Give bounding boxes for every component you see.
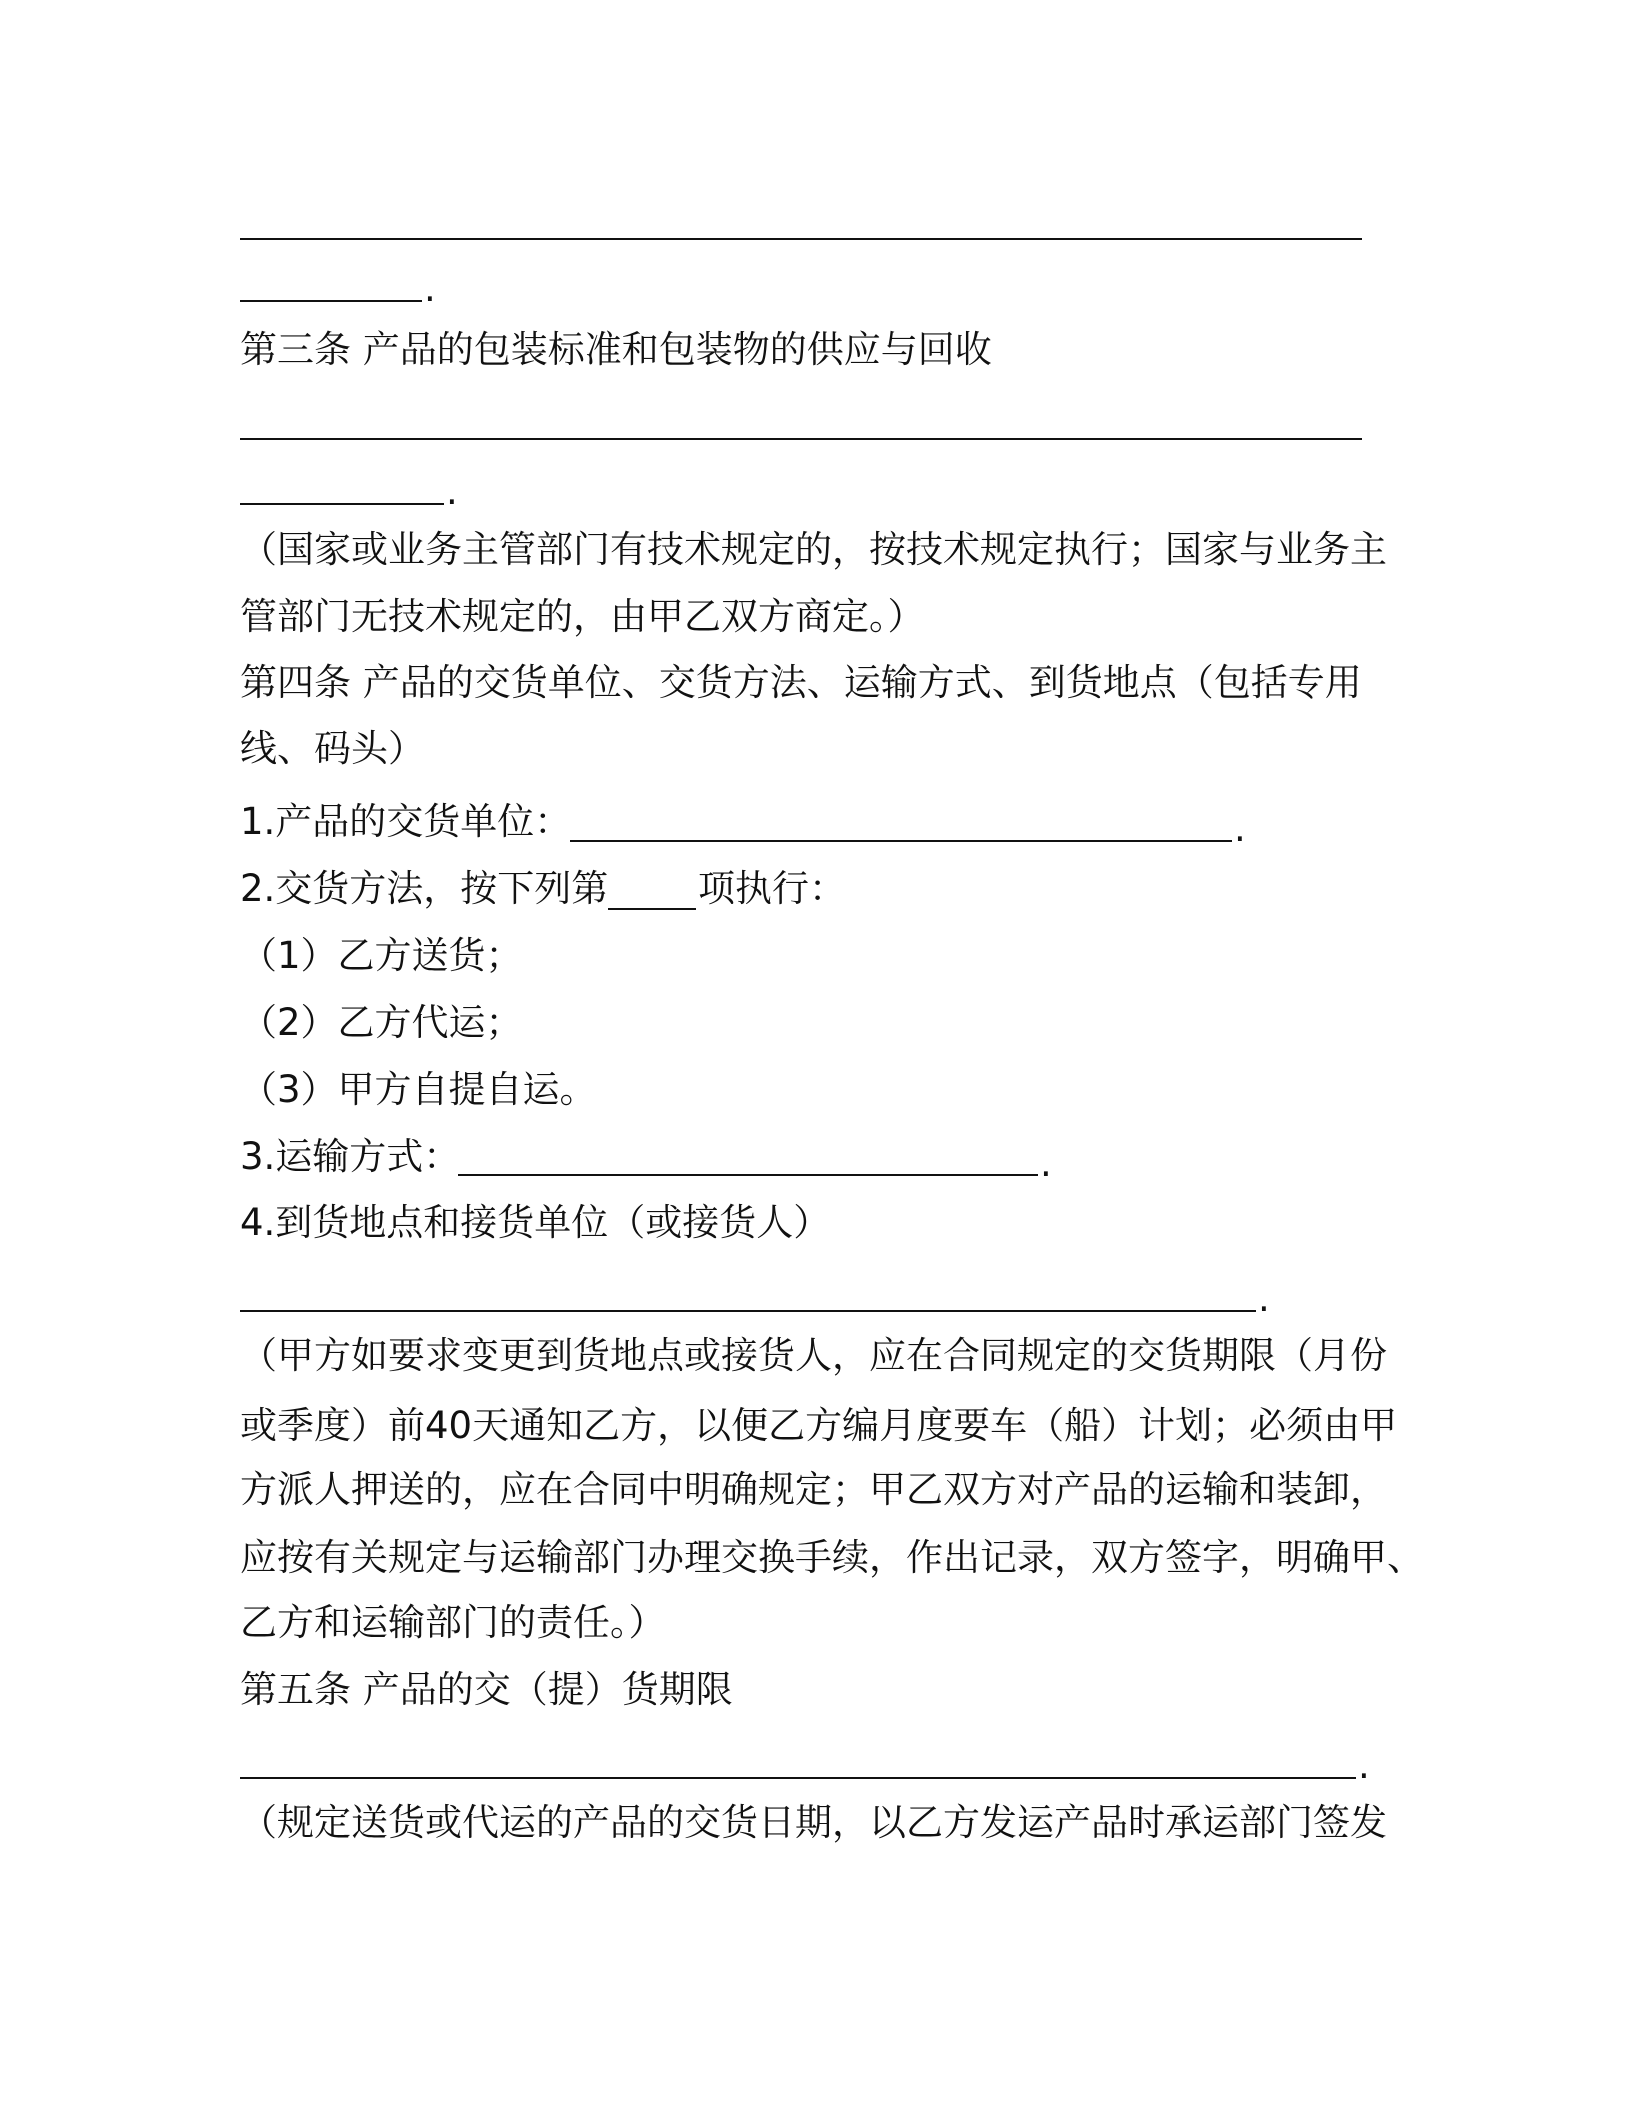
article-3-heading: 第三条 产品的包装标准和包装物的供应与回收: [240, 328, 992, 371]
fill-in-blank-line[interactable]: [240, 438, 1362, 440]
article-4-note-line: 方派人押送的，应在合同中明确规定；甲乙双方对产品的运输和装卸，: [240, 1468, 1387, 1511]
article-4-note-line: 应按有关规定与运输部门办理交换手续，作出记录，双方签字，明确甲、: [240, 1536, 1424, 1579]
delivery-method-label: 2.交货方法，按下列第: [240, 867, 609, 910]
article-3-note-line: 管部门无技术规定的，由甲乙双方商定。）: [240, 595, 925, 638]
line-end-period: .: [446, 470, 458, 513]
line-end-period: .: [424, 267, 436, 310]
line-end-period: .: [1040, 1142, 1052, 1185]
fill-in-blank-line[interactable]: [240, 300, 422, 302]
article-5-note-line: （规定送货或代运的产品的交货日期，以乙方发运产品时承运部门签发: [240, 1801, 1387, 1844]
article-4-note-line: 或季度）前40天通知乙方，以便乙方编月度要车（船）计划；必须由甲: [240, 1404, 1398, 1447]
delivery-unit-blank[interactable]: [570, 840, 1232, 842]
arrival-location-label: 4.到货地点和接货单位（或接货人）: [240, 1201, 831, 1244]
article-4-note-line: （甲方如要求变更到货地点或接货人，应在合同规定的交货期限（月份: [240, 1334, 1387, 1377]
article-5-heading: 第五条 产品的交（提）货期限: [240, 1668, 733, 1711]
transport-method-label: 3.运输方式：: [240, 1135, 461, 1178]
article-4-note-line: 乙方和运输部门的责任。）: [240, 1601, 666, 1644]
transport-method-blank[interactable]: [458, 1174, 1038, 1176]
delivery-unit-label: 1.产品的交货单位：: [240, 800, 572, 843]
delivery-option-3: （3）甲方自提自运。: [240, 1068, 597, 1111]
article-3-note-line: （国家或业务主管部门有技术规定的，按技术规定执行；国家与业务主: [240, 528, 1387, 571]
article-4-heading: 第四条 产品的交货单位、交货方法、运输方式、到货地点（包括专用: [240, 661, 1362, 704]
delivery-deadline-blank[interactable]: [240, 1777, 1356, 1779]
line-end-period: .: [1358, 1744, 1370, 1787]
delivery-method-suffix: 项执行：: [698, 867, 846, 910]
line-end-period: .: [1258, 1277, 1270, 1320]
fill-in-blank-line[interactable]: [240, 238, 1362, 240]
line-end-period: .: [1234, 807, 1246, 850]
article-4-heading-cont: 线、码头）: [240, 727, 425, 770]
delivery-method-option-blank[interactable]: [608, 908, 696, 910]
delivery-option-2: （2）乙方代运；: [240, 1001, 523, 1044]
arrival-location-blank[interactable]: [240, 1310, 1256, 1312]
delivery-option-1: （1）乙方送货；: [240, 934, 523, 977]
fill-in-blank-line[interactable]: [240, 503, 444, 505]
